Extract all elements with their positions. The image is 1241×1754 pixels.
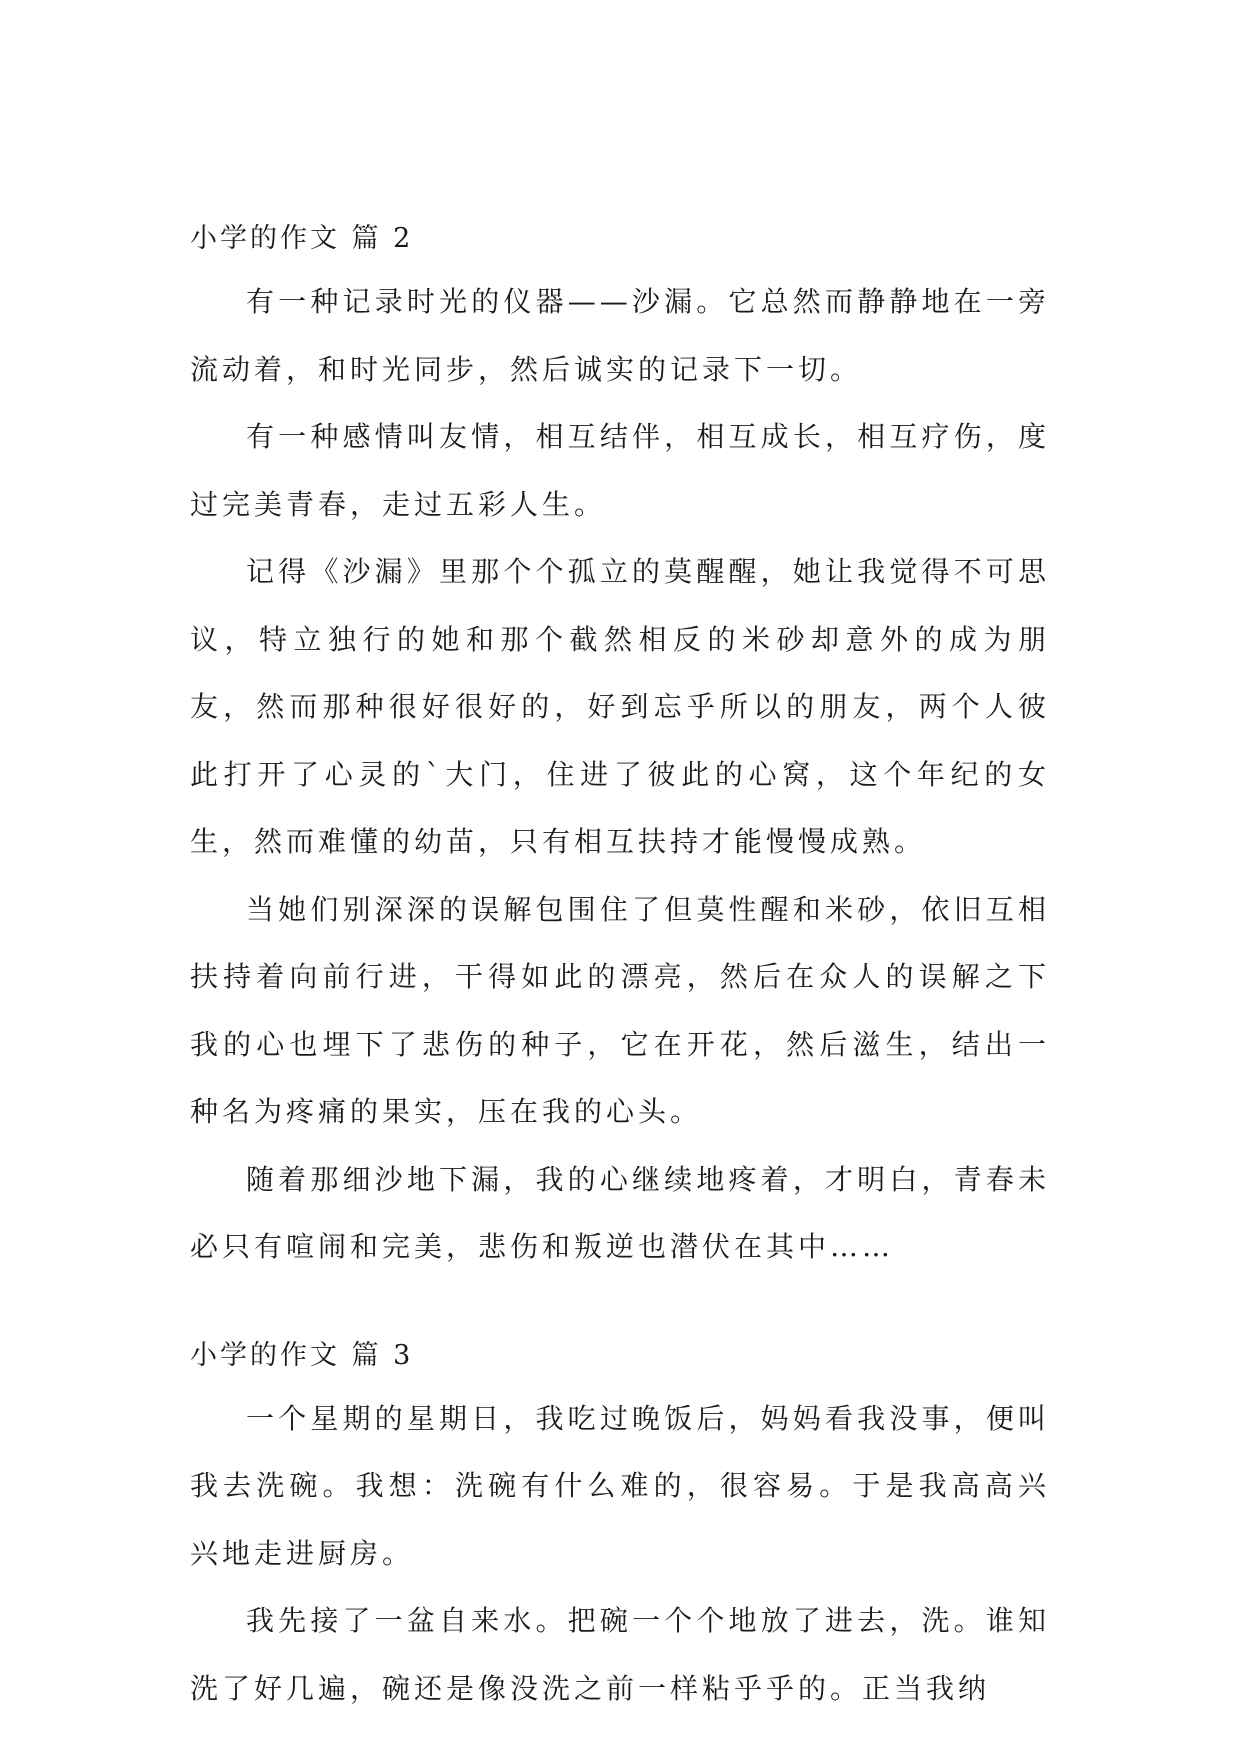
essay-section — [190, 222, 1050, 1281]
section-heading: 小学的作文 篇 2 — [190, 223, 414, 254]
paragraph: 当她们别深深的误解包围住了但莫性醒和米砂，依旧互相扶持着向前行进，干得如此的漂亮，然后在众人的误解之下我的心也埋下了悲伤的种子，它在开花，然后滋生，结出一种名为疼痛的果实，压在我的心头。 — [190, 892, 1050, 1128]
paragraph: 随着那细沙地下漏，我的心继续地疼着，才明白，青春未必只有喧闹和完美，悲伤和叛逆也潜伏在其中…… — [190, 1162, 1050, 1263]
paragraph: 有一种记录时光的仪器——沙漏。它总然而静静地在一旁流动着，和时光同步，然后诚实的记录下一切。 — [190, 285, 1050, 386]
essay-section — [190, 1339, 1050, 1723]
section-heading: 小学的作文 篇 3 — [190, 1339, 414, 1371]
paragraph: 一个星期的星期日，我吃过晚饭后，妈妈看我没事，便叫我去洗碗。我想：洗碗有什么难的，很容易。于是我高高兴兴地走进厨房。 — [190, 1401, 1050, 1570]
document-body — [190, 222, 1050, 1722]
paragraph: 记得《沙漏》里那个个孤立的莫醒醒，她让我觉得不可思议，特立独行的她和那个截然相反的米砂却意外的成为朋友，然而那种很好很好的，好到忘乎所以的朋友，两个人彼此打开了心灵的`大门，住进了彼此的心窝，这个年纪的女生，然而难懂的幼苗，只有相互扶持才能慢慢成熟。 — [190, 555, 1050, 858]
paragraph: 我先接了一盆自来水。把碗一个个地放了进去，洗。谁知洗了好几遍，碗还是像没洗之前一样粘乎乎的。正当我纳 — [190, 1604, 1050, 1705]
paragraph: 有一种感情叫友情，相互结伴，相互成长，相互疗伤，度过完美青春，走过五彩人生。 — [190, 420, 1050, 521]
